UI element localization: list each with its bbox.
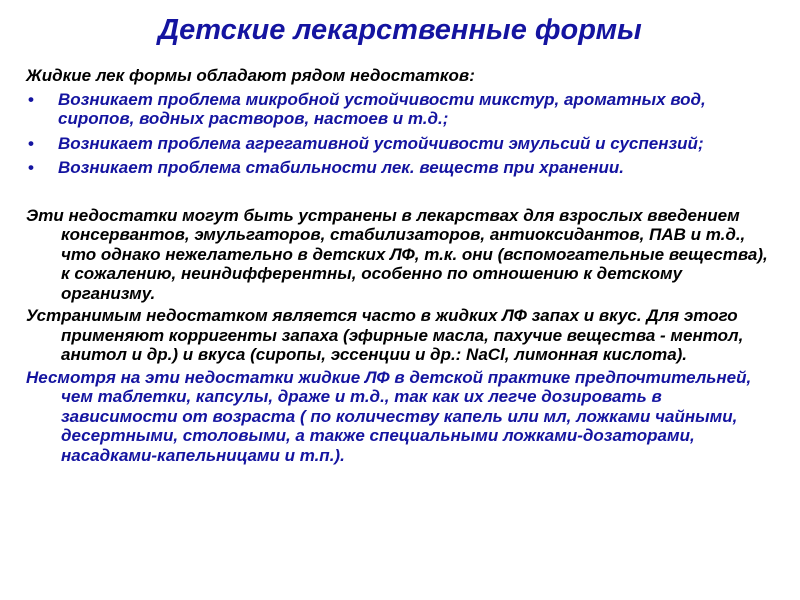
drawbacks-list	[26, 90, 776, 178]
paragraph-preference: Несмотря на эти недостатки жидкие ЛФ в детской практике предпочтительней, чем таблетки, капсулы, драже и т.д., так как их легче дозировать в зависимости от возраста ( по количеству капель или мл, ложками чайными, десертными, столовыми, а также специальными ложками-дозаторами, насадками-капельницами и т.п.).	[26, 367, 752, 465]
bullet-marker: •	[28, 158, 34, 177]
bullet-marker: •	[28, 89, 34, 109]
bullet-text: Возникает проблема микробной устойчивости микстур, ароматных вод, сиропов, водных растворов, настоев и т.д.;	[58, 89, 706, 128]
bullet-marker: •	[28, 133, 34, 153]
list-item	[26, 90, 776, 129]
slide-title: Детские лекарственные формы	[158, 14, 642, 46]
paragraph-preservatives: Эти недостатки могут быть устранены в лекарствах для взрослых введением консервантов, эмульгаторов, стабилизаторов, антиоксидантов, ПАВ и т.д., что однако нежелательно в детских ЛФ, т.к. они (вспомогательные вещества), к сожалению, неиндифферентны, особенно по отношению к детскому организму.	[26, 205, 768, 303]
intro-text: Жидкие лек формы обладают рядом недостатков:	[26, 66, 475, 85]
bullet-text: Возникает проблема стабильности лек. веществ при хранении.	[58, 158, 625, 177]
spacer	[26, 183, 776, 206]
slide-body	[26, 66, 776, 468]
bullet-text: Возникает проблема агрегативной устойчивости эмульсий и суспензий;	[58, 133, 704, 153]
list-item	[26, 158, 776, 178]
paragraph-correctors: Устранимым недостатком является часто в жидких ЛФ запах и вкус. Для этого применяют корригенты запаха (эфирные масла, пахучие вещества - ментол, анитол и др.) и вкуса (сиропы, эссенции и др.: NaCl, лимонная кислота).	[26, 306, 744, 364]
list-item	[26, 134, 776, 154]
